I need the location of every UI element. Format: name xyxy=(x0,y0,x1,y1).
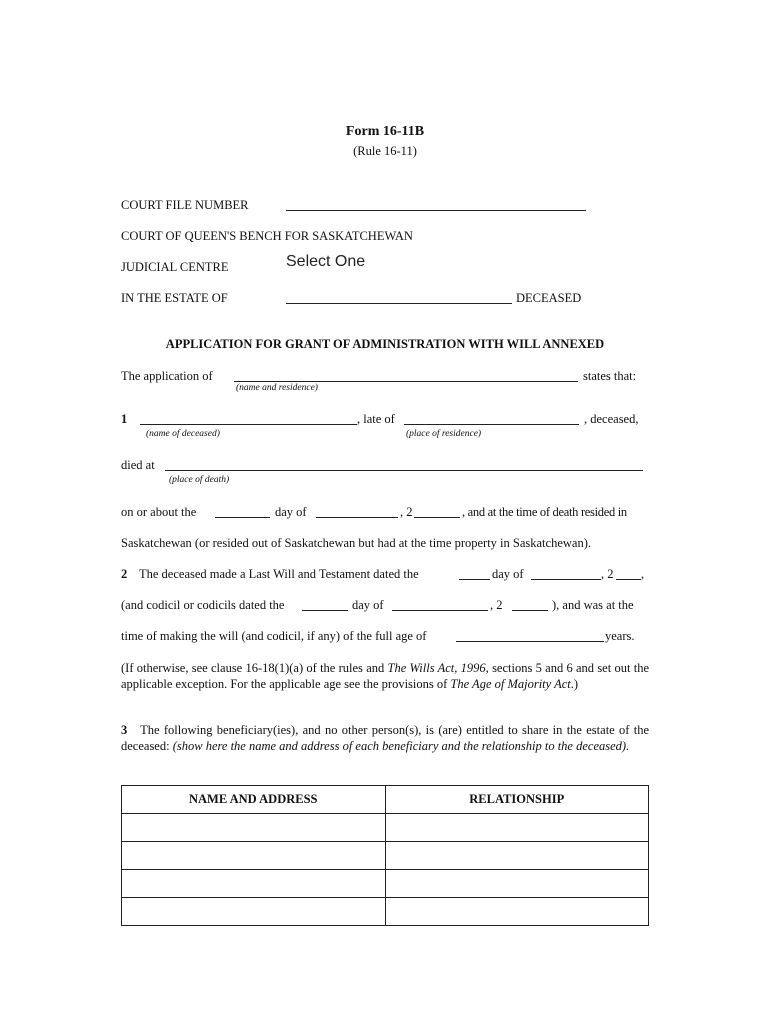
beneficiary-name-cell[interactable] xyxy=(122,842,386,870)
court-file-number-label: COURT FILE NUMBER xyxy=(121,198,249,212)
court-file-number-field[interactable] xyxy=(286,199,586,211)
death-month-field[interactable] xyxy=(316,506,398,518)
beneficiary-table xyxy=(121,785,649,926)
note-wills-act: The Wills Act, 1996 xyxy=(387,661,486,675)
application-suffix: states that: xyxy=(583,369,637,383)
clause-3-text: The following beneficiary(ies), and no other person(s), is (are) entitled to share in the estate of the deceased: xyxy=(121,723,649,753)
codicil-suffix: ), and was at the xyxy=(552,598,634,612)
codicil-month-field[interactable] xyxy=(392,599,488,611)
will-month-field[interactable] xyxy=(531,568,601,580)
age-suffix: years. xyxy=(605,629,635,643)
caption-place-death: (place of death) xyxy=(169,475,230,485)
application-prefix: The application of xyxy=(121,369,213,383)
beneficiary-name-cell[interactable] xyxy=(122,814,386,842)
beneficiary-relationship-cell[interactable] xyxy=(385,814,649,842)
death-day-field[interactable] xyxy=(215,506,270,518)
on-or-about-text: on or about the xyxy=(121,505,197,519)
clause-3-number: 3 xyxy=(121,723,128,737)
will-comma: , xyxy=(641,567,645,581)
form-title: Form 16-11B xyxy=(345,124,425,139)
form-rule: (Rule 16-11) xyxy=(353,144,417,158)
table-row xyxy=(122,898,649,926)
clause-2-number: 2 xyxy=(121,567,128,581)
beneficiary-relationship-cell[interactable] xyxy=(385,842,649,870)
court-name: COURT OF QUEEN'S BENCH FOR SASKATCHEWAN xyxy=(121,229,413,243)
deceased-name-field[interactable] xyxy=(140,413,357,425)
beneficiary-relationship-cell[interactable] xyxy=(385,898,649,926)
will-day-field[interactable] xyxy=(459,568,490,580)
deceased-label: DECEASED xyxy=(516,291,582,305)
codicil-year-field[interactable] xyxy=(512,599,548,611)
codicil-year-prefix: , 2 xyxy=(490,598,503,612)
note-text-a: (If otherwise, see clause 16-18(1)(a) of the rules and xyxy=(121,661,388,675)
table-header-row xyxy=(122,786,649,814)
column-header-name-address: NAME AND ADDRESS xyxy=(122,786,386,814)
caption-place-residence: (place of residence) xyxy=(406,429,482,439)
clause-3-instruction: (show here the name and address of each beneficiary and the relationship to the deceased). xyxy=(172,739,630,753)
resided-text: , and at the time of death resided in xyxy=(462,505,627,519)
beneficiary-relationship-cell[interactable] xyxy=(385,870,649,898)
residence-field[interactable] xyxy=(404,413,579,425)
clause-2-note xyxy=(121,660,649,692)
deceased-text: , deceased, xyxy=(584,412,639,426)
place-of-death-field[interactable] xyxy=(165,459,643,471)
residence-line: Saskatchewan (or resided out of Saskatchewan but had at the time property in Saskatchewan). xyxy=(121,536,591,550)
table-row xyxy=(122,814,649,842)
late-of-text: , late of xyxy=(357,412,395,426)
codicil-day-field[interactable] xyxy=(302,599,348,611)
table-row xyxy=(122,870,649,898)
column-header-relationship: RELATIONSHIP xyxy=(385,786,649,814)
death-year-field[interactable] xyxy=(414,506,460,518)
codicil-prefix: (and codicil or codicils dated the xyxy=(121,598,285,612)
will-day-of-text: day of xyxy=(492,567,524,581)
note-text-e: .) xyxy=(570,677,579,691)
age-prefix: time of making the will (and codicil, if any) of the full age of xyxy=(121,629,427,643)
judicial-centre-label: JUDICIAL CENTRE xyxy=(121,260,229,274)
table-row xyxy=(122,842,649,870)
clause-1-number: 1 xyxy=(121,412,128,426)
death-day-of-text: day of xyxy=(275,505,307,519)
application-heading: APPLICATION FOR GRANT OF ADMINISTRATION WITH WILL ANNEXED xyxy=(165,337,605,351)
judicial-centre-select[interactable]: Select One xyxy=(286,253,366,270)
died-at-text: died at xyxy=(121,458,155,472)
estate-of-label: IN THE ESTATE OF xyxy=(121,291,228,305)
clause-3 xyxy=(121,722,649,754)
will-year-field[interactable] xyxy=(616,568,641,580)
estate-of-field[interactable] xyxy=(286,292,512,304)
applicant-field[interactable] xyxy=(234,370,578,382)
death-year-prefix: , 2 xyxy=(400,505,413,519)
beneficiary-name-cell[interactable] xyxy=(122,898,386,926)
clause-2-text: The deceased made a Last Will and Testament dated the xyxy=(139,567,419,581)
will-year-prefix: , 2 xyxy=(601,567,614,581)
age-field[interactable] xyxy=(456,630,604,642)
caption-name-residence: (name and residence) xyxy=(236,383,318,393)
note-age-of-majority-act: The Age of Majority Act xyxy=(450,677,571,691)
beneficiary-name-cell[interactable] xyxy=(122,870,386,898)
caption-deceased-name: (name of deceased) xyxy=(146,429,220,439)
note-text-c: , sections 5 and 6 and set out the applicable exception. For the applicable age see the provisions of xyxy=(121,661,649,691)
codicil-day-of-text: day of xyxy=(352,598,384,612)
